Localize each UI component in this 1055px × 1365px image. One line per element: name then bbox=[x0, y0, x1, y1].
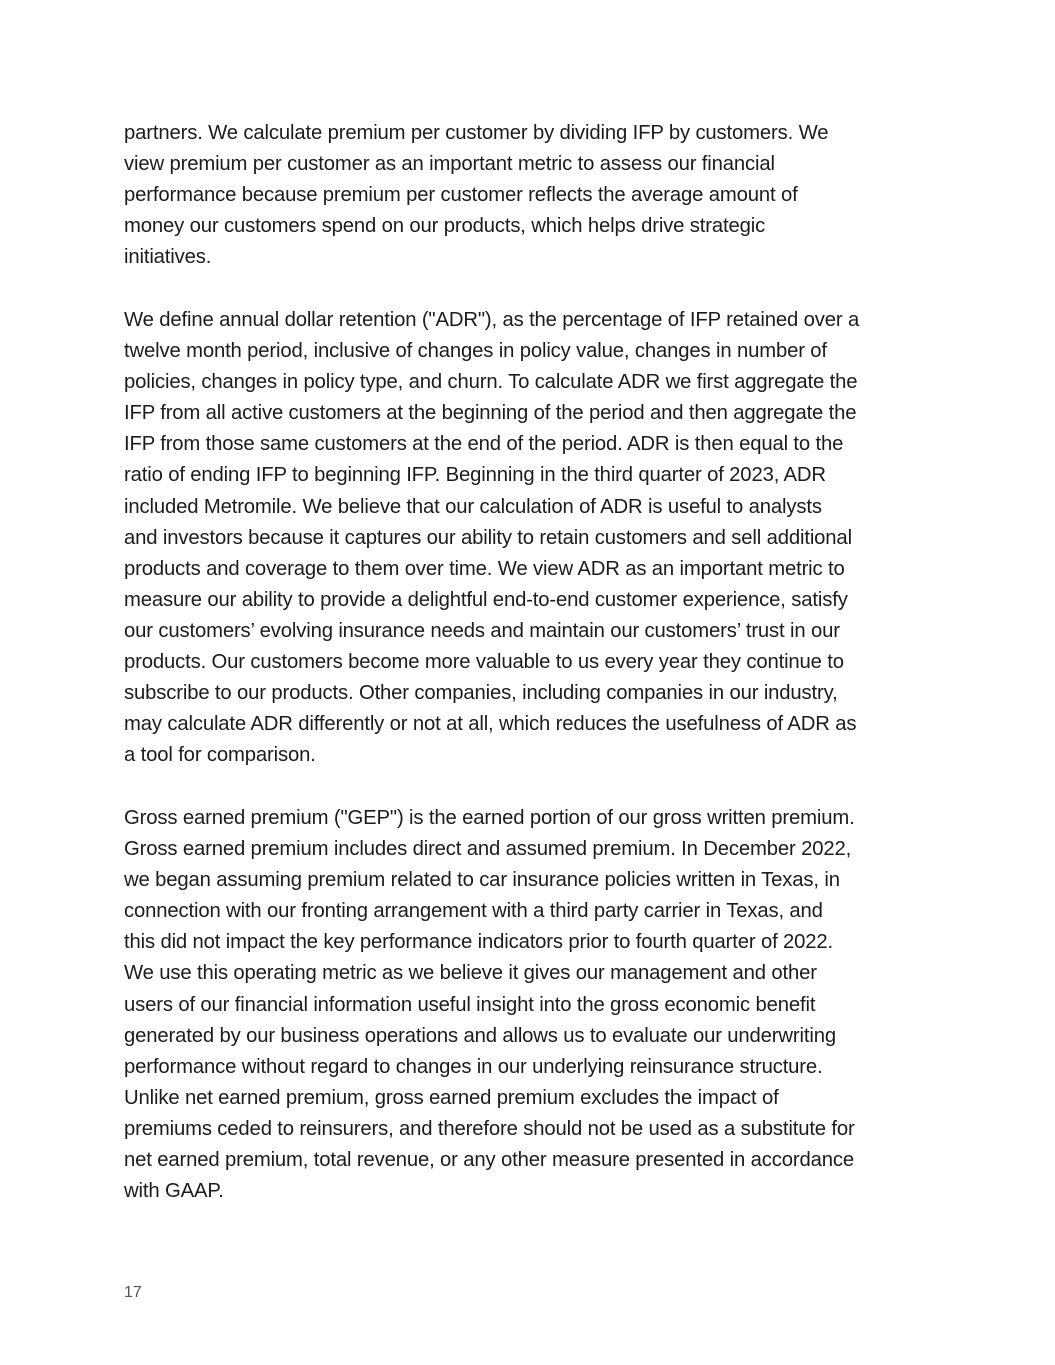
text-line: initiatives. bbox=[124, 246, 212, 269]
text-line: our customers’ evolving insurance needs and maintain our customers’ trust in our bbox=[124, 619, 840, 642]
text-line: IFP from those same customers at the end of the period. ADR is then equal to the bbox=[124, 433, 844, 456]
text-line: products and coverage to them over time. We view ADR as an important metric to bbox=[124, 557, 845, 580]
text-line: We use this operating metric as we believe it gives our management and other bbox=[124, 962, 817, 985]
paragraph-annual-dollar-retention bbox=[124, 305, 944, 771]
text-line: with GAAP. bbox=[124, 1180, 224, 1203]
text-line: We define annual dollar retention ("ADR"), as the percentage of IFP retained over a bbox=[124, 309, 860, 331]
text-line: policies, changes in policy type, and churn. To calculate ADR we first aggregate the bbox=[124, 371, 858, 394]
text-line: view premium per customer as an important metric to assess our financial bbox=[124, 153, 775, 176]
text-line: partners. We calculate premium per customer by dividing IFP by customers. We bbox=[124, 122, 829, 144]
paragraph-gross-earned-premium bbox=[124, 803, 944, 1207]
text-line: Unlike net earned premium, gross earned premium excludes the impact of bbox=[124, 1086, 779, 1109]
text-line: and investors because it captures our ability to retain customers and sell additional bbox=[124, 526, 852, 549]
text-line: generated by our business operations and allows us to evaluate our underwriting bbox=[124, 1024, 836, 1047]
text-line: Gross earned premium includes direct and assumed premium. In December 2022, bbox=[124, 838, 852, 861]
text-line: may calculate ADR differently or not at all, which reduces the usefulness of ADR as bbox=[124, 713, 857, 736]
text-line: twelve month period, inclusive of changes in policy value, changes in number of bbox=[124, 340, 827, 363]
text-line: premiums ceded to reinsurers, and therefore should not be used as a substitute for bbox=[124, 1117, 855, 1140]
text-line: ratio of ending IFP to beginning IFP. Beginning in the third quarter of 2023, ADR bbox=[124, 464, 826, 487]
text-line: we began assuming premium related to car insurance policies written in Texas, in bbox=[124, 869, 840, 892]
text-line: Gross earned premium ("GEP") is the earned portion of our gross written premium. bbox=[124, 807, 855, 829]
paragraph-premium-per-customer bbox=[124, 118, 944, 273]
text-line: performance because premium per customer reflects the average amount of bbox=[124, 184, 798, 207]
text-line: products. Our customers become more valuable to us every year they continue to bbox=[124, 651, 844, 674]
text-line: connection with our fronting arrangement with a third party carrier in Texas, and bbox=[124, 900, 823, 923]
page-number: 17 bbox=[124, 1284, 142, 1301]
text-line: subscribe to our products. Other companies, including companies in our industry, bbox=[124, 682, 838, 705]
text-line: money our customers spend on our products, which helps drive strategic bbox=[124, 215, 766, 238]
text-line: measure our ability to provide a delightful end-to-end customer experience, satisfy bbox=[124, 588, 848, 611]
text-line: users of our financial information useful insight into the gross economic benefit bbox=[124, 993, 816, 1016]
text-line: performance without regard to changes in our underlying reinsurance structure. bbox=[124, 1055, 823, 1078]
text-line: net earned premium, total revenue, or any other measure presented in accordance bbox=[124, 1149, 854, 1172]
text-line: this did not impact the key performance indicators prior to fourth quarter of 2022. bbox=[124, 931, 834, 954]
text-line: included Metromile. We believe that our calculation of ADR is useful to analysts bbox=[124, 495, 822, 518]
text-line: a tool for comparison. bbox=[124, 744, 316, 767]
text-line: IFP from all active customers at the beginning of the period and then aggregate the bbox=[124, 402, 857, 425]
